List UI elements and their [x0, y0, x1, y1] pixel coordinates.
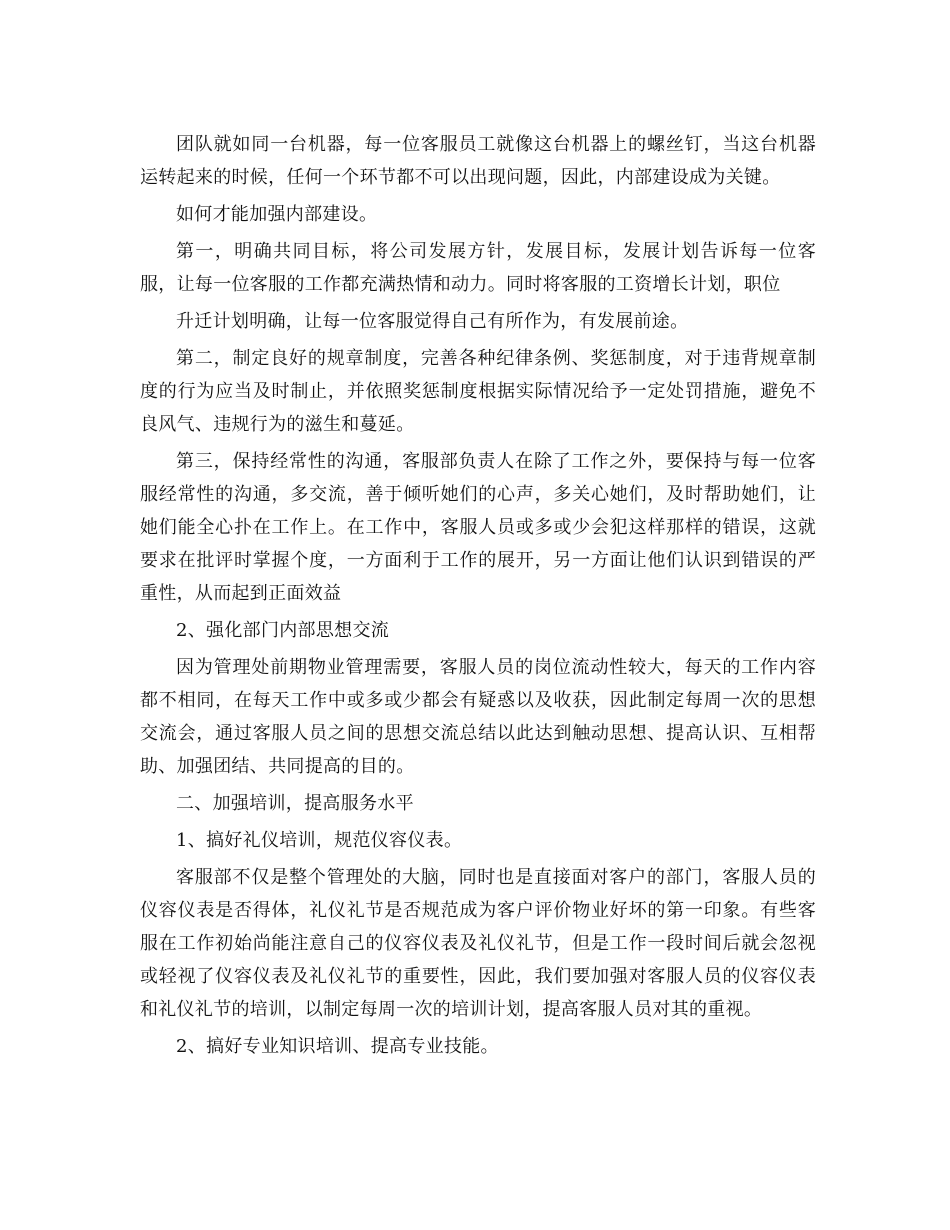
heading-thought-exchange: 2、强化部门内部思想交流 [176, 620, 390, 641]
heading-training: 二、加强培训，提高服务水平 [176, 793, 414, 814]
paragraph-weekly-exchange: 因为管理处前期物业管理需要，客服人员的岗位流动性较大，每天的工作内容都不相同，在每天工作中或多或少都会有疑惑以及收获，因此制定每周一次的思想交流会，通过客服人员之间的思想交流总结以此达到触动思想、提高认识、互相帮助、加强团结、共同提高的目的。 [140, 657, 816, 777]
paragraph-first-goals: 第一，明确共同目标，将公司发展方针，发展目标，发展计划告诉每一位客服，让每一位客服的工作都充满热情和动力。同时将客服的工资增长计划，职位 [140, 241, 816, 295]
paragraph-promotion-plan: 升迁计划明确，让每一位客服觉得自己有所作为，有发展前途。 [176, 311, 689, 332]
paragraph-appearance: 客服部不仅是整个管理处的大脑，同时也是直接面对客户的部门，客服人员的仪容仪表是否得体，礼仪礼节是否规范成为客户评价物业好坏的第一印象。有些客服在工作初始尚能注意自己的仪容仪表及礼仪礼节，但是工作一段时间后就会忽视或轻视了仪容仪表及礼仪礼节的重要性，因此，我们要加强对客服人员的仪容仪表和礼仪礼节的培训，以制定每周一次的培训计划，提高客服人员对其的重视。 [140, 867, 816, 1020]
heading-professional-training: 2、搞好专业知识培训、提高专业技能。 [176, 1036, 499, 1057]
paragraph-how-to-strengthen: 如何才能加强内部建设。 [176, 204, 378, 225]
paragraph-third-communication: 第三，保持经常性的沟通，客服部负责人在除了工作之外，要保持与每一位客服经常性的沟通，多交流，善于倾听她们的心声，多关心她们，及时帮助她们，让她们能全心扑在工作上。在工作中，客服人员或多或少会犯这样那样的错误，这就要求在批评时掌握个度，一方面利于工作的展开，另一方面让他们认识到错误的严重性，从而起到正面效益 [140, 451, 816, 604]
paragraph-team-machine: 团队就如同一台机器，每一位客服员工就像这台机器上的螺丝钉，当这台机器运转起来的时候，任何一个环节都不可以出现问题，因此，内部建设成为关键。 [140, 134, 816, 188]
paragraph-second-rules: 第二，制定良好的规章制度，完善各种纪律条例、奖惩制度，对于违背规章制度的行为应当及时制止，并依照奖惩制度根据实际情况给予一定处罚措施，避免不良风气、违规行为的滋生和蔓延。 [140, 348, 816, 435]
heading-etiquette-training: 1、搞好礼仪培训，规范仪容仪表。 [176, 830, 463, 851]
document-body [140, 128, 816, 1067]
